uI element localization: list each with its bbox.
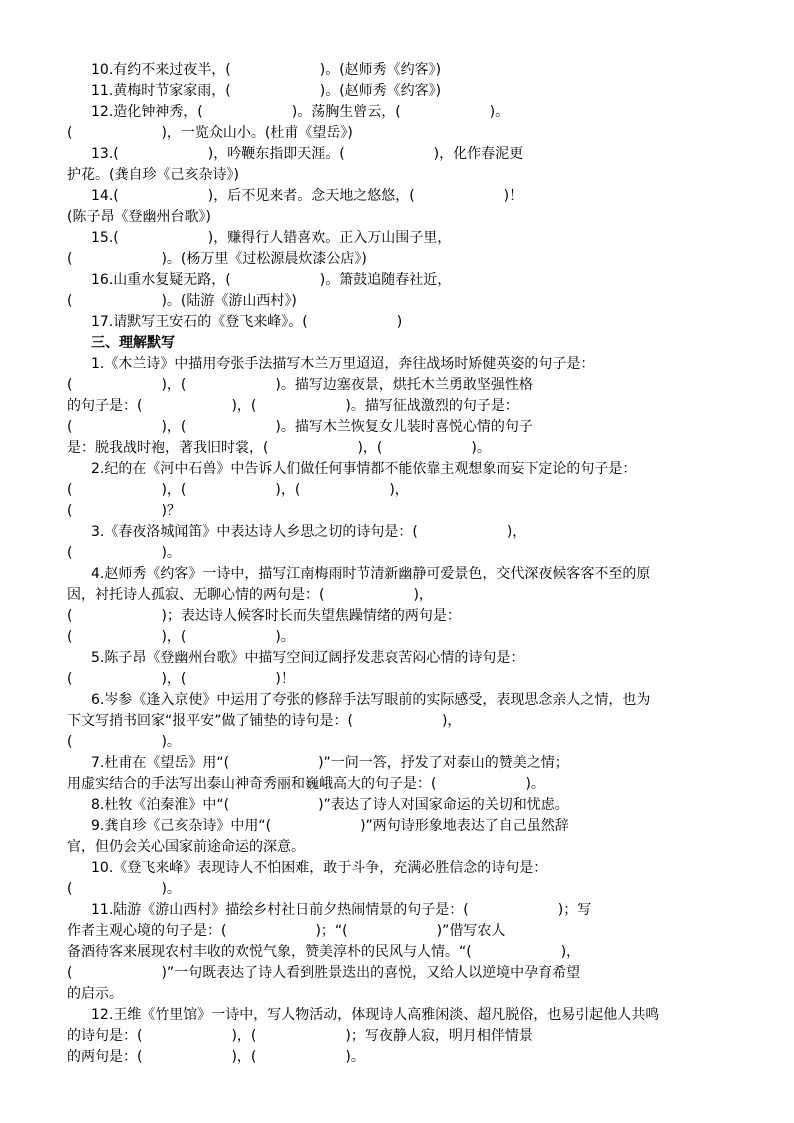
text-line: 的诗句是：( )，( )；写夜静人寂，明月相伴情景 — [67, 1028, 533, 1044]
text-line: ( )，一览众山小。(杜甫《望岳》) — [67, 125, 353, 141]
text-line: ( )。 — [67, 545, 181, 561]
text-line: 3.《春夜洛城闻笛》中表达诗人乡思之切的诗句是：( )， — [91, 524, 527, 540]
text-line: 下文写捎书回家“报平安”做了铺垫的诗句是：( )， — [67, 713, 462, 729]
text-line: ( )。(杨万里《过松源晨炊漆公店》) — [67, 251, 367, 267]
text-line: 7.杜甫在《望岳》用“( )”一问一答，抒发了对泰山的赞美之情； — [91, 755, 569, 771]
text-line: 备酒待客来展现农村丰收的欢悦气象，赞美淳朴的民风与人情。“( )， — [67, 944, 581, 960]
text-line: 16.山重水复疑无路，( )。箫鼓追随春社近， — [91, 272, 452, 288]
text-line: 12.王维《竹里馆》一诗中，写人物活动，体现诗人高雅闲淡、超凡脱俗，也易引起他人共鸣 — [91, 1007, 660, 1023]
text-line: ( )，( )。描写木兰恢复女儿装时喜悦心情的句子 — [67, 419, 533, 435]
text-line: 2.纪的在《河中石兽》中告诉人们做任何事情都不能依靠主观想象而妄下定论的句子是： — [91, 461, 637, 477]
text-line: 6.岑参《逢入京使》中运用了夸张的修辞手法写眼前的实际感受，表现思念亲人之情，也为 — [91, 692, 651, 708]
text-line: ( )。(陆游《游山西村》) — [67, 293, 297, 309]
text-line: 官，但仍会关心国家前途命运的深意。 — [67, 839, 305, 855]
text-line: ( )。 — [67, 881, 181, 897]
section-heading: 三、理解默写 — [91, 335, 175, 351]
text-line: 5.陈子昂《登幽州台歌》中描写空间辽阔抒发悲哀苦闷心情的诗句是： — [91, 650, 525, 666]
text-line: 13.( )，吟鞭东指即天涯。( )，化作春泥更 — [91, 146, 524, 162]
text-line: 的启示。 — [67, 986, 123, 1002]
text-line: 的两句是：( )，( )。 — [67, 1049, 365, 1065]
text-line: 9.龚自珍《己亥杂诗》中用“( )”两句诗形象地表达了自己虽然辞 — [91, 818, 569, 834]
text-line: 1.《木兰诗》中描用夸张手法描写木兰万里迢迢，奔往战场时矫健英姿的句子是： — [91, 356, 595, 372]
text-line: 15.( )，赚得行人错喜欢。正入万山围子里， — [91, 230, 452, 246]
text-line: (陈子昂《登幽州台歌》) — [67, 209, 211, 225]
text-line: ( )。 — [67, 734, 181, 750]
text-line: ( )”一句既表达了诗人看到胜景迭出的喜悦，又给人以逆境中孕育希望 — [67, 965, 581, 981]
text-line: ( )，( )。描写边塞夜景，烘托木兰勇敢坚强性格 — [67, 377, 533, 393]
text-line: 12.造化钟神秀，( )。荡胸生曾云，( )。 — [91, 104, 510, 120]
text-line: 是：脱我战时袍，著我旧时裳，( )，( )。 — [67, 440, 491, 456]
text-line: 因，衬托诗人孤寂、无聊心情的两句是：( )， — [67, 587, 433, 603]
text-line: ( )；表达诗人候客时长而失望焦躁情绪的两句是： — [67, 608, 461, 624]
text-line: 用虚实结合的手法写出泰山神奇秀丽和巍峨高大的句子是：( )。 — [67, 776, 545, 792]
text-line: ( )，( )，( )， — [67, 482, 409, 498]
text-line: 10.有约不来过夜半，( )。(赵师秀《约客》) — [91, 62, 442, 78]
text-line: 11.陆游《游山西村》描绘乡村社日前夕热闹情景的句子是：( )；写 — [91, 902, 592, 918]
text-line: 4.赵师秀《约客》一诗中，描写江南梅雨时节清新幽静可爱景色，交代深夜候客客不至的原 — [91, 566, 651, 582]
text-line: 作者主观心境的句子是：( )；“( )”借写农人 — [67, 923, 506, 939]
text-line: 护花。(龚自珍《己亥杂诗》) — [67, 167, 239, 183]
text-line: 10.《登飞来峰》表现诗人不怕困难，敢于斗争，充满必胜信念的诗句是： — [91, 860, 548, 876]
text-line: 17.请默写王安石的《登飞来峰》。( ) — [91, 314, 403, 330]
text-line: ( )？ — [67, 503, 181, 519]
text-line: ( )，( )！ — [67, 671, 295, 687]
text-line: 8.杜牧《泊秦淮》中“( )”表达了诗人对国家命运的关切和忧虑。 — [91, 797, 569, 813]
text-line: 14.( )，后不见来者。念天地之悠悠，( )！ — [91, 188, 524, 204]
text-line: 11.黄梅时节家家雨，( )。(赵师秀《约客》) — [91, 83, 442, 99]
text-line: ( )，( )。 — [67, 629, 295, 645]
text-line: 的句子是：( )，( )。描写征战激烈的句子是： — [67, 398, 519, 414]
